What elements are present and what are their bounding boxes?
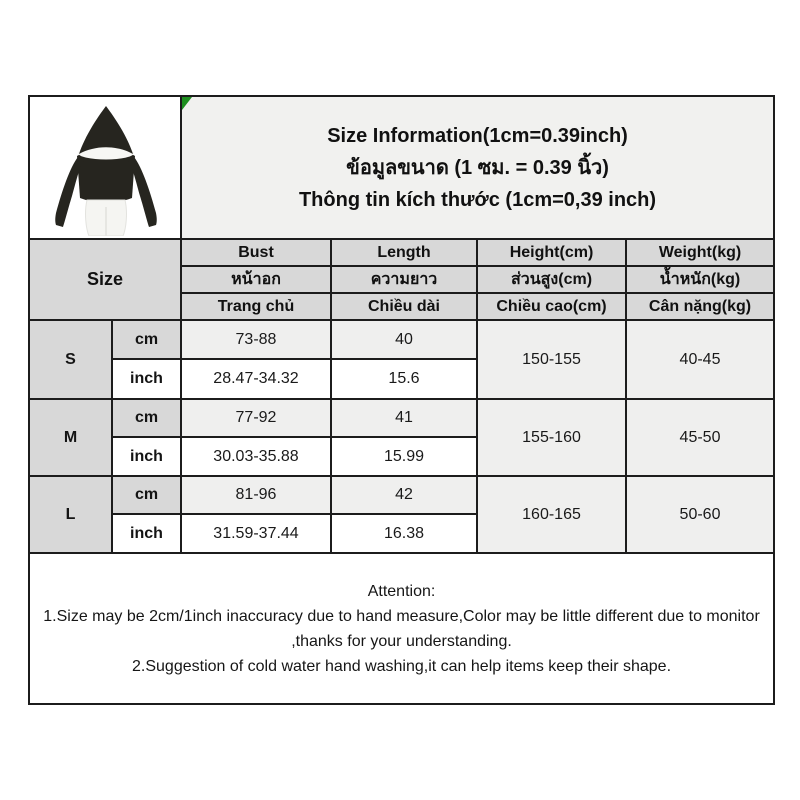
m-bust-inch: 30.03-35.88 — [181, 437, 331, 476]
size-label-l: L — [29, 476, 112, 553]
s-length-cm: 40 — [331, 320, 477, 359]
attention-note-2: 2.Suggestion of cold water hand washing,it can help items keep their shape. — [132, 657, 672, 675]
col-header-weight-vi: Cân nặng(kg) — [626, 293, 774, 320]
table-row-m-cm — [29, 399, 774, 437]
size-label-s: S — [29, 320, 112, 399]
l-bust-inch: 31.59-37.44 — [181, 514, 331, 553]
col-header-height-en: Height(cm) — [477, 239, 626, 266]
col-header-length-th: ความยาว — [331, 266, 477, 293]
table-row-l-cm — [29, 476, 774, 514]
col-header-height-vi: Chiều cao(cm) — [477, 293, 626, 320]
product-photo — [29, 96, 181, 239]
col-header-bust-vi: Trang chủ — [181, 293, 331, 320]
l-length-cm: 42 — [331, 476, 477, 514]
unit-label-cm: cm — [112, 476, 181, 514]
l-weight: 50-60 — [626, 476, 774, 553]
unit-label-inch: inch — [112, 359, 181, 399]
m-bust-cm: 77-92 — [181, 399, 331, 437]
table-row-s-cm — [29, 320, 774, 359]
title-thai: ข้อมูลขนาด (1 ซม. = 0.39 นิ้ว) — [346, 156, 609, 179]
s-weight: 40-45 — [626, 320, 774, 399]
col-header-length-en: Length — [331, 239, 477, 266]
size-corner-header: Size — [29, 239, 181, 320]
m-weight: 45-50 — [626, 399, 774, 476]
col-header-length-vi: Chiều dài — [331, 293, 477, 320]
s-bust-inch: 28.47-34.32 — [181, 359, 331, 399]
size-label-m: M — [29, 399, 112, 476]
m-height: 155-160 — [477, 399, 626, 476]
m-length-cm: 41 — [331, 399, 477, 437]
title-vietnamese: Thông tin kích thước (1cm=0,39 inch) — [298, 188, 657, 211]
l-height: 160-165 — [477, 476, 626, 553]
mannequin-graphic — [31, 99, 179, 236]
m-length-inch: 15.99 — [331, 437, 477, 476]
s-height: 150-155 — [477, 320, 626, 399]
unit-label-cm: cm — [112, 399, 181, 437]
title-english: Size Information(1cm=0.39inch) — [327, 124, 628, 147]
l-bust-cm: 81-96 — [181, 476, 331, 514]
col-header-height-th: ส่วนสูง(cm) — [477, 266, 626, 293]
col-header-bust-en: Bust — [181, 239, 331, 266]
green-corner-marker — [182, 97, 192, 110]
size-chart-table — [28, 95, 775, 705]
title-block — [181, 96, 774, 239]
l-length-inch: 16.38 — [331, 514, 477, 553]
s-bust-cm: 73-88 — [181, 320, 331, 359]
col-header-weight-th: น้ำหนัก(kg) — [626, 266, 774, 293]
unit-label-inch: inch — [112, 514, 181, 553]
unit-label-cm: cm — [112, 320, 181, 359]
attention-heading: Attention: — [367, 582, 436, 600]
unit-label-inch: inch — [112, 437, 181, 476]
s-length-inch: 15.6 — [331, 359, 477, 399]
attention-note-1: 1.Size may be 2cm/1inch inaccuracy due to hand measure,Color may be little different due to monitor ,thanks for your understanding. — [43, 607, 760, 650]
col-header-bust-th: หน้าอก — [181, 266, 331, 293]
attention-notes — [29, 553, 774, 704]
col-header-weight-en: Weight(kg) — [626, 239, 774, 266]
